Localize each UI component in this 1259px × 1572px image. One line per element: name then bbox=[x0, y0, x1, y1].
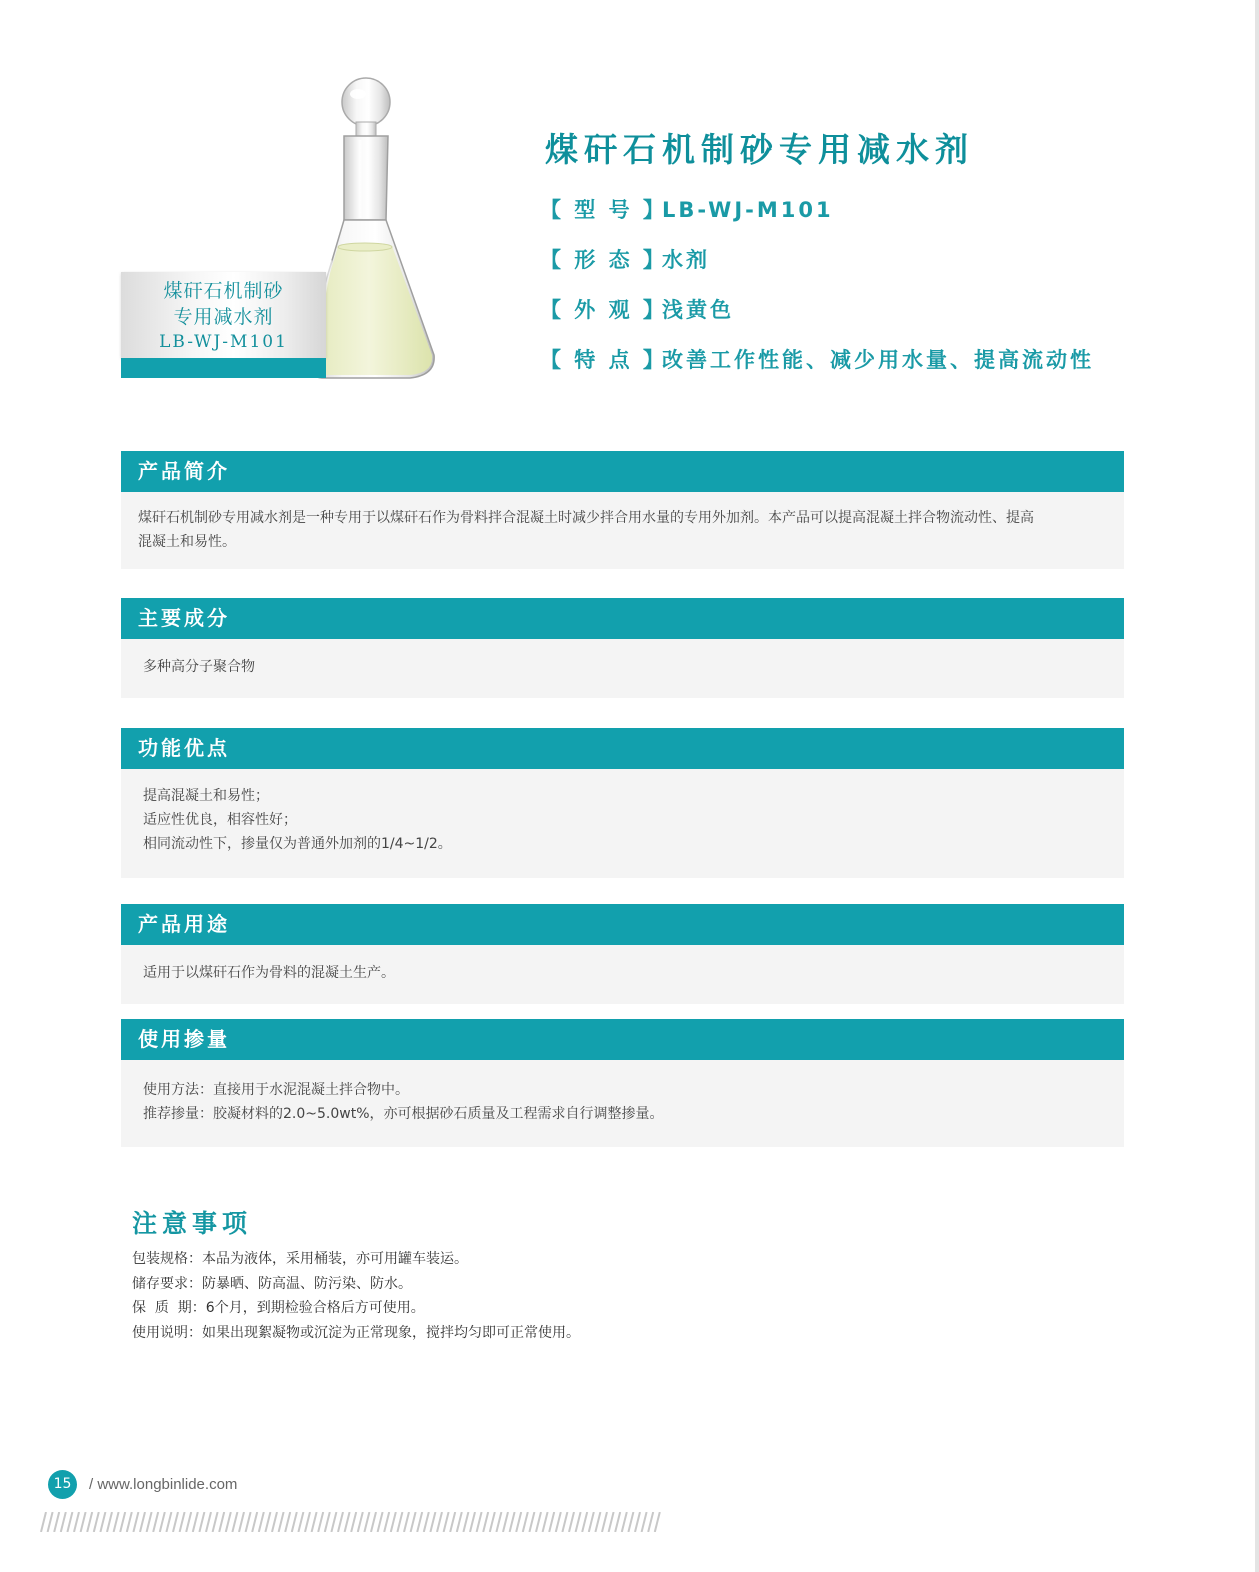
stripe-line bbox=[516, 1512, 521, 1532]
section-title: 产品用途 bbox=[121, 904, 1124, 945]
stripe-line bbox=[292, 1512, 297, 1532]
label-line-3: LB-WJ-M101 bbox=[159, 332, 288, 352]
stripe-line bbox=[272, 1512, 277, 1532]
stripe-line bbox=[246, 1512, 251, 1532]
stripe-line bbox=[648, 1512, 653, 1532]
stripe-line bbox=[437, 1512, 442, 1532]
stripe-line bbox=[358, 1512, 363, 1532]
stripe-line bbox=[543, 1512, 548, 1532]
stripe-line bbox=[609, 1512, 614, 1532]
stripe-line bbox=[411, 1512, 416, 1532]
stripe-line bbox=[81, 1512, 86, 1532]
spec-key: 【 形 态 】 bbox=[540, 248, 667, 272]
stripe-line bbox=[483, 1512, 488, 1532]
stripe-line bbox=[180, 1512, 185, 1532]
section-line: 多种高分子聚合物 bbox=[143, 659, 255, 675]
stripe-line bbox=[94, 1512, 99, 1532]
stripe-line bbox=[490, 1512, 495, 1532]
label-card-bar bbox=[121, 358, 326, 378]
stripe-line bbox=[371, 1512, 376, 1532]
stripe-line bbox=[364, 1512, 369, 1532]
spec-value: 水剂 bbox=[662, 248, 710, 272]
stripe-line bbox=[199, 1512, 204, 1532]
stripe-line bbox=[602, 1512, 607, 1532]
stripe-line bbox=[470, 1512, 475, 1532]
stripe-line bbox=[384, 1512, 389, 1532]
stripe-line bbox=[331, 1512, 336, 1532]
stripe-line bbox=[477, 1512, 482, 1532]
stripe-line bbox=[351, 1512, 356, 1532]
stripe-line bbox=[107, 1512, 112, 1532]
stripe-line bbox=[298, 1512, 303, 1532]
stripe-line bbox=[642, 1512, 647, 1532]
product-title: 煤矸石机制砂专用减水剂 bbox=[545, 130, 974, 169]
stripe-line bbox=[576, 1512, 581, 1532]
stripe-line bbox=[74, 1512, 79, 1532]
label-line-2: 专用减水剂 bbox=[173, 306, 274, 328]
notes-line: 保 质 期：6个月，到期检验合格后方可使用。 bbox=[132, 1300, 425, 1316]
stripe-line bbox=[305, 1512, 310, 1532]
page-edge bbox=[1255, 0, 1259, 1572]
stripe-line bbox=[562, 1512, 567, 1532]
stripe-line bbox=[655, 1512, 660, 1532]
stripe-line bbox=[147, 1512, 152, 1532]
stripe-line bbox=[450, 1512, 455, 1532]
stripe-line bbox=[285, 1512, 290, 1532]
section-dosage bbox=[121, 1019, 1124, 1147]
stripe-line bbox=[54, 1512, 59, 1532]
stripe-line bbox=[186, 1512, 191, 1532]
spec-value: 浅黄色 bbox=[662, 298, 734, 322]
website-link[interactable]: / www.longbinlide.com bbox=[89, 1476, 238, 1493]
stripe-line bbox=[582, 1512, 587, 1532]
section-line: 适应性优良，相容性好； bbox=[143, 812, 297, 828]
spec-model bbox=[540, 194, 834, 224]
stripe-line bbox=[549, 1512, 554, 1532]
section-body bbox=[121, 945, 1124, 985]
stripe-decoration bbox=[40, 1512, 664, 1532]
section-title: 功能优点 bbox=[121, 728, 1124, 769]
section-body bbox=[121, 639, 1124, 679]
stripe-line bbox=[635, 1512, 640, 1532]
section-usage bbox=[121, 904, 1124, 1004]
notes-line: 使用说明：如果出现絮凝物或沉淀为正常现象，搅拌均匀即可正常使用。 bbox=[132, 1324, 580, 1341]
section-title: 产品简介 bbox=[121, 451, 1124, 492]
stripe-line bbox=[503, 1512, 508, 1532]
section-body bbox=[121, 492, 1124, 554]
stripe-line bbox=[41, 1512, 46, 1532]
stripe-line bbox=[213, 1512, 218, 1532]
spec-features bbox=[540, 344, 1094, 374]
product-label-card bbox=[121, 272, 326, 378]
label-card-body bbox=[121, 272, 326, 358]
stripe-line bbox=[160, 1512, 165, 1532]
stripe-line bbox=[463, 1512, 468, 1532]
spec-key: 【 特 点 】 bbox=[540, 348, 667, 372]
notes-line: 储存要求：防暴晒、防高温、防污染、防水。 bbox=[132, 1275, 412, 1292]
stripe-line bbox=[265, 1512, 270, 1532]
stripe-line bbox=[173, 1512, 178, 1532]
stripe-line bbox=[430, 1512, 435, 1532]
notes-line: 包装规格：本品为液体，采用桶装，亦可用罐车装运。 bbox=[132, 1251, 468, 1267]
section-line: 使用方法：直接用于水泥混凝土拌合物中。 bbox=[143, 1082, 409, 1098]
stripe-line bbox=[48, 1512, 53, 1532]
section-title: 主要成分 bbox=[121, 598, 1124, 639]
stripe-line bbox=[206, 1512, 211, 1532]
label-line-1: 煤矸石机制砂 bbox=[163, 280, 284, 302]
stripe-line bbox=[100, 1512, 105, 1532]
stripe-line bbox=[318, 1512, 323, 1532]
stripe-line bbox=[166, 1512, 171, 1532]
stripe-line bbox=[239, 1512, 244, 1532]
section-body bbox=[121, 1060, 1124, 1126]
stripe-line bbox=[345, 1512, 350, 1532]
stripe-line bbox=[252, 1512, 257, 1532]
stripe-line bbox=[87, 1512, 92, 1532]
stripe-line bbox=[279, 1512, 284, 1532]
stripe-line bbox=[120, 1512, 125, 1532]
section-line: 相同流动性下，掺量仅为普通外加剂的1/4~1/2。 bbox=[143, 836, 452, 852]
stripe-line bbox=[140, 1512, 145, 1532]
spec-appearance bbox=[540, 294, 734, 324]
stripe-line bbox=[615, 1512, 620, 1532]
stripe-line bbox=[226, 1512, 231, 1532]
section-line: 适用于以煤矸石作为骨料的混凝土生产。 bbox=[143, 965, 395, 981]
stripe-line bbox=[556, 1512, 561, 1532]
section-title: 使用掺量 bbox=[121, 1019, 1124, 1060]
section-ingredients bbox=[121, 598, 1124, 698]
stripe-line bbox=[61, 1512, 66, 1532]
spec-key: 【 型 号 】 bbox=[540, 198, 667, 222]
stripe-line bbox=[589, 1512, 594, 1532]
stripe-line bbox=[219, 1512, 224, 1532]
stripe-line bbox=[404, 1512, 409, 1532]
stripe-line bbox=[67, 1512, 72, 1532]
section-advantages bbox=[121, 728, 1124, 878]
section-line: 煤矸石机制砂专用减水剂是一种专用于以煤矸石作为骨料拌合混凝土时减少拌合用水量的专用外加剂。本产品可以提高混凝土拌合物流动性、提高 bbox=[138, 510, 1034, 526]
stripe-line bbox=[133, 1512, 138, 1532]
stripe-line bbox=[417, 1512, 422, 1532]
stripe-line bbox=[595, 1512, 600, 1532]
page-number-badge: 15 bbox=[48, 1470, 77, 1499]
stripe-line bbox=[444, 1512, 449, 1532]
stripe-line bbox=[153, 1512, 158, 1532]
section-intro bbox=[121, 451, 1124, 569]
stripe-line bbox=[312, 1512, 317, 1532]
stripe-line bbox=[391, 1512, 396, 1532]
section-line: 混凝土和易性。 bbox=[138, 534, 236, 550]
stripe-line bbox=[424, 1512, 429, 1532]
notes-list bbox=[132, 1247, 580, 1345]
stripe-line bbox=[127, 1512, 132, 1532]
spec-key: 【 外 观 】 bbox=[540, 298, 667, 322]
spec-value: LB-WJ-M101 bbox=[662, 198, 834, 222]
stripe-line bbox=[397, 1512, 402, 1532]
stripe-line bbox=[622, 1512, 627, 1532]
spec-value: 改善工作性能、减少用水量、提高流动性 bbox=[662, 348, 1094, 372]
stripe-line bbox=[496, 1512, 501, 1532]
stripe-line bbox=[536, 1512, 541, 1532]
stripe-line bbox=[259, 1512, 264, 1532]
stripe-line bbox=[232, 1512, 237, 1532]
stripe-line bbox=[325, 1512, 330, 1532]
section-body bbox=[121, 769, 1124, 856]
stripe-line bbox=[457, 1512, 462, 1532]
section-line: 推荐掺量：胶凝材料的2.0~5.0wt%，亦可根据砂石质量及工程需求自行调整掺量。 bbox=[143, 1106, 664, 1122]
section-line: 提高混凝土和易性； bbox=[143, 788, 269, 804]
stripe-line bbox=[529, 1512, 534, 1532]
stripe-line bbox=[338, 1512, 343, 1532]
notes-title: 注意事项 bbox=[132, 1209, 253, 1238]
stripe-line bbox=[510, 1512, 515, 1532]
stripe-line bbox=[569, 1512, 574, 1532]
spec-form bbox=[540, 244, 710, 274]
stripe-line bbox=[193, 1512, 198, 1532]
stripe-line bbox=[523, 1512, 528, 1532]
stripe-line bbox=[628, 1512, 633, 1532]
stripe-line bbox=[378, 1512, 383, 1532]
stripe-line bbox=[114, 1512, 119, 1532]
